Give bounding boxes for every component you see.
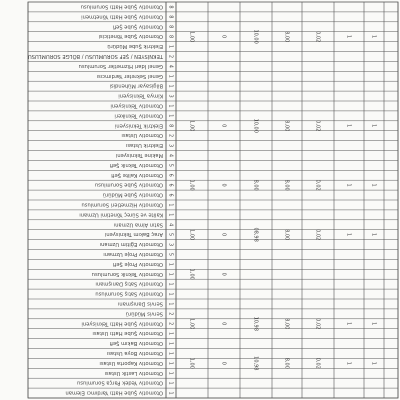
row-name: Otomotiv Şube Hattı Teknisyeni bbox=[81, 320, 163, 327]
row-number: 1 bbox=[167, 381, 174, 385]
value-cell: 10,98 bbox=[252, 356, 259, 371]
value-cell: 1 bbox=[345, 233, 352, 237]
value-cell: 0 bbox=[220, 124, 227, 128]
row-name: Otomotiv Ustası bbox=[121, 132, 163, 139]
row-number: 2 bbox=[167, 312, 174, 316]
value-cell: 8,00 bbox=[283, 31, 290, 43]
row-name: Otomotiv Proje Uzmanı bbox=[103, 250, 163, 257]
value-cell: 1 bbox=[370, 35, 377, 39]
row-name: Otomotiv Satış Sorumlusu bbox=[95, 290, 163, 297]
value-cell: 0 bbox=[220, 183, 227, 187]
row-name: Otomotiv Şube Şefi bbox=[112, 23, 163, 30]
row-name: Otomotiv Eğitim Uzmanı bbox=[99, 241, 163, 248]
value-cell: 0,02 bbox=[314, 120, 321, 132]
value-cell: 1 bbox=[370, 233, 377, 237]
row-number: 5 bbox=[167, 252, 174, 257]
value-cell: 1,00 bbox=[188, 179, 195, 191]
row-number: 5 bbox=[167, 163, 174, 167]
row-name: Otomotiv Şube Hattı Sorumlusu bbox=[80, 3, 163, 10]
row-name: Servis Müdürü bbox=[125, 310, 163, 317]
row-number: 5 bbox=[167, 233, 174, 237]
row-number: 4 bbox=[167, 223, 174, 227]
row-number: 6 bbox=[167, 173, 174, 177]
row-number: 1 bbox=[167, 332, 174, 336]
row-number: 6 bbox=[167, 193, 174, 197]
row-name: Otomotiv Şube Hattı Yönetmeni bbox=[81, 13, 163, 20]
value-cell: 8,00 bbox=[283, 179, 290, 191]
value-cell: 0,02 bbox=[314, 357, 321, 369]
row-name: Makine Teknisyeni bbox=[115, 151, 163, 158]
row-number: 8 bbox=[167, 5, 174, 9]
row-number: 8 bbox=[167, 15, 174, 19]
row-number: 1 bbox=[167, 341, 174, 346]
row-number: 4 bbox=[167, 64, 174, 68]
value-cell: 1 bbox=[370, 124, 377, 128]
row-name: Otomotiv Bakım Şefi bbox=[109, 340, 163, 347]
row-name: Otomotiv Boya Ustası bbox=[106, 349, 163, 356]
value-cell: 1,00 bbox=[188, 268, 195, 280]
row-number: 1 bbox=[167, 371, 174, 375]
value-cell: 8,00 bbox=[283, 229, 290, 241]
value-cell: 8,00 bbox=[283, 318, 290, 330]
value-cell: 1,00 bbox=[188, 357, 195, 369]
value-cell: 10,00 bbox=[252, 118, 259, 133]
value-cell: 08,98 bbox=[252, 227, 259, 242]
row-name: Elektrik Şube Müdürü bbox=[107, 43, 163, 50]
row-name: Bilgisayar Mühendisi bbox=[109, 82, 163, 89]
value-cell: 0,02 bbox=[314, 318, 321, 330]
row-number: 1 bbox=[167, 74, 174, 78]
row-name: Araç Bakım Teknisyeni bbox=[104, 231, 163, 238]
row-number: 1 bbox=[167, 292, 174, 296]
row-number: 1 bbox=[167, 351, 174, 356]
value-cell: 1 bbox=[345, 35, 352, 39]
value-cell: 1,00 bbox=[188, 229, 195, 241]
row-name: Otomotiv Teknik Şefi bbox=[109, 161, 163, 168]
row-number: 1 bbox=[167, 44, 174, 49]
row-name: Kimya Teknisyeni bbox=[118, 92, 163, 99]
row-number: 1 bbox=[167, 282, 174, 286]
row-name: Genel İdari Hizmetler Sorumlusu bbox=[78, 62, 163, 69]
row-number: 8 bbox=[167, 35, 174, 39]
value-cell: 0,02 bbox=[314, 179, 321, 191]
row-number: 1 bbox=[167, 262, 174, 266]
value-cell: 1,00 bbox=[188, 318, 195, 330]
row-name: Otomotiv Şube Yöneticisi bbox=[98, 33, 163, 40]
row-number: 1 bbox=[167, 203, 174, 207]
row-name: Otomotiv Teknik Sorumlusu bbox=[91, 270, 163, 277]
row-name: Otomotiv Kalite Şefi bbox=[111, 171, 163, 178]
row-number: 1 bbox=[167, 391, 174, 395]
row-name: Otomotiv Satış Danışmanı bbox=[95, 280, 163, 287]
value-cell: 1 bbox=[345, 124, 352, 128]
value-cell: 0,02 bbox=[314, 229, 321, 241]
value-cell: 0 bbox=[220, 233, 227, 237]
row-name: Otomotiv Şube Hattı Yardımcı Eleman bbox=[65, 389, 163, 396]
row-name: Genel Sekreter Yardımcısı bbox=[96, 72, 163, 79]
value-cell: 0 bbox=[220, 322, 227, 326]
row-name: Otomotiv Proje Şefi bbox=[113, 260, 163, 267]
row-number: 2 bbox=[167, 54, 174, 59]
row-name: Otomotiv Kaporta Ustası bbox=[99, 359, 163, 366]
value-cell: 10,98 bbox=[252, 316, 259, 331]
row-number: 1 bbox=[167, 84, 174, 88]
row-number: 1 bbox=[167, 272, 174, 276]
data-table bbox=[28, 2, 398, 398]
row-number: 3 bbox=[167, 143, 174, 148]
value-cell: 8,00 bbox=[252, 179, 259, 191]
row-name: Otomotiv Teknisyeni bbox=[110, 102, 163, 109]
row-number: 6 bbox=[167, 183, 174, 187]
row-name: Elektrik Teknisyeni bbox=[114, 122, 163, 129]
value-cell: 1 bbox=[370, 183, 377, 187]
row-name: Otomotiv Lastik Ustası bbox=[104, 369, 163, 376]
row-number: 1 bbox=[167, 213, 174, 217]
value-cell: 1 bbox=[370, 322, 377, 326]
row-number: 1 bbox=[167, 361, 174, 365]
row-name: Otomotiv Teknikeri bbox=[114, 112, 163, 119]
value-cell: 1 bbox=[345, 183, 352, 187]
row-name: Otomotiv Şube Müdürü bbox=[102, 191, 163, 198]
value-cell: 0 bbox=[220, 361, 227, 365]
row-number: 1 bbox=[167, 104, 174, 108]
row-number: 3 bbox=[167, 242, 174, 247]
row-name: Otomotiv Şube Sorumlusu bbox=[94, 181, 163, 188]
value-cell: 0 bbox=[220, 35, 227, 39]
value-cell: 1,00 bbox=[188, 31, 195, 43]
row-number: 3 bbox=[167, 94, 174, 98]
row-name: Otomotiv Hizmetleri Sorumlusu bbox=[81, 201, 163, 208]
value-cell: 1 bbox=[345, 322, 352, 326]
row-name: Elektrik Ustası bbox=[125, 142, 163, 149]
row-number: 1 bbox=[167, 302, 174, 306]
value-cell: 8,00 bbox=[283, 120, 290, 132]
row-name: Otomotiv Yedek Parça Sorumlusu bbox=[77, 379, 163, 386]
value-cell: 10,00 bbox=[252, 29, 259, 44]
row-number: 2 bbox=[167, 322, 174, 326]
value-cell: 0 bbox=[220, 272, 227, 276]
row-name: Kalite ve Süreç Yönetimi Uzmanı bbox=[79, 211, 163, 218]
value-cell: 1 bbox=[345, 361, 352, 365]
row-name: Otomotiv Şube Hattı Ustası bbox=[92, 330, 163, 337]
row-name: Servis Danışmanı bbox=[117, 300, 163, 307]
value-cell: 8,00 bbox=[283, 357, 290, 369]
row-number: 4 bbox=[167, 153, 174, 158]
row-number: 8 bbox=[167, 25, 174, 29]
value-cell: 0,02 bbox=[314, 31, 321, 43]
value-cell: 1,00 bbox=[188, 120, 195, 132]
row-number: 8 bbox=[167, 124, 174, 128]
row-number: 2 bbox=[167, 134, 174, 138]
value-cell: 1 bbox=[370, 361, 377, 365]
row-name: Satın Alma Uzmanı bbox=[113, 221, 163, 228]
row-number: 1 bbox=[167, 114, 174, 118]
row-name: TEKNİSYEN / ŞEF SORUMLUSU / BÖLGE SORUMLUSU bbox=[27, 52, 163, 59]
